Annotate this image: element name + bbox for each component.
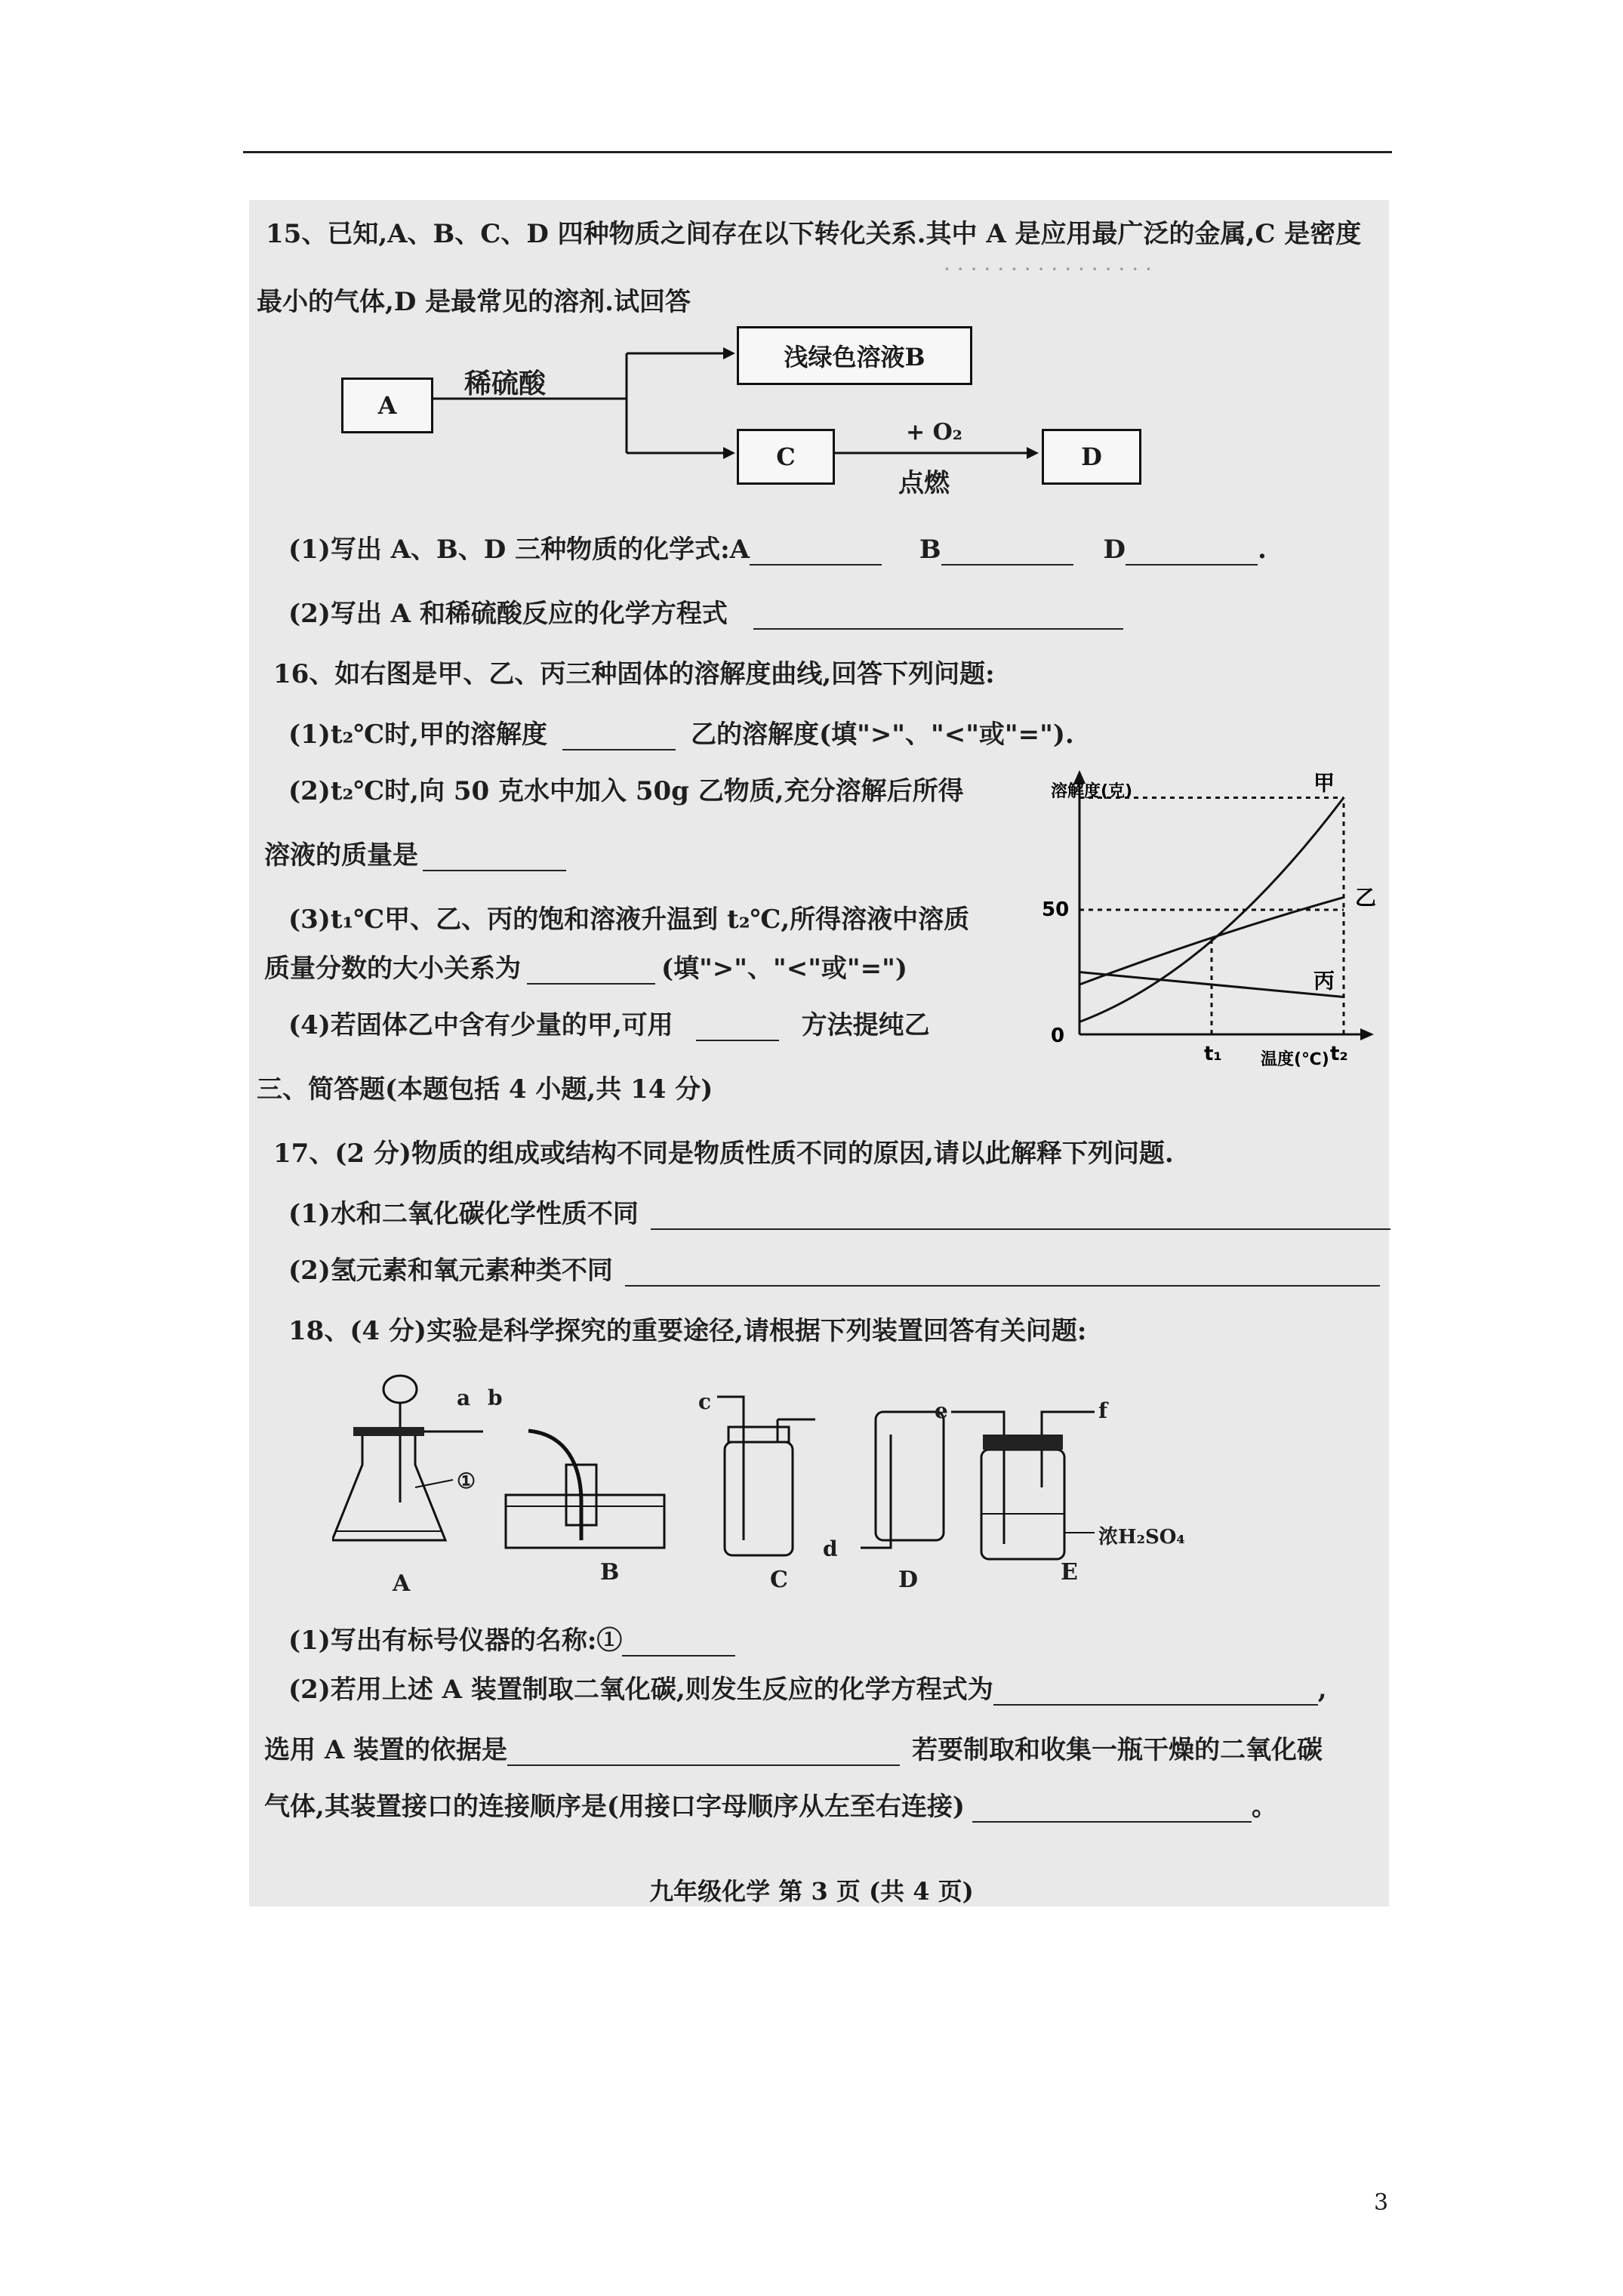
q17-part2 bbox=[288, 1250, 1380, 1287]
answer-blank-b[interactable] bbox=[941, 541, 1073, 566]
q16-part2-line1: (2)t₂℃时,向 50 克水中加入 50g 乙物质,充分溶解后所得 bbox=[288, 776, 964, 806]
q16-part1-b: 乙的溶解度(填">"、"<"或"="). bbox=[691, 720, 1074, 750]
arrow-label-ignite: 点燃 bbox=[898, 468, 950, 498]
q18-part2-e: 气体,其装置接口的连接顺序是(用接口字母顺序从左至右连接) bbox=[264, 1792, 965, 1822]
answer-blank-q16-3[interactable] bbox=[527, 960, 655, 985]
q18-part2-b: , bbox=[1317, 1675, 1327, 1705]
box-a: A bbox=[341, 378, 433, 433]
q15-part2 bbox=[288, 593, 1123, 630]
bleed-through-text: · · · · · · · · · · · · · · · · bbox=[944, 257, 1152, 282]
port-label-b: b bbox=[488, 1385, 503, 1410]
arrowhead-c bbox=[723, 447, 735, 459]
q16-part3-b: 质量分数的大小关系为 bbox=[264, 954, 521, 984]
apparatus-c bbox=[717, 1397, 815, 1555]
q18-part2-line1 bbox=[288, 1669, 1327, 1706]
circle-one-label: ① bbox=[457, 1469, 476, 1493]
q15-part1 bbox=[288, 529, 1267, 566]
q16-part4-b: 方法提纯乙 bbox=[801, 1010, 930, 1040]
q18-part2-c: 选用 A 装置的依据是 bbox=[264, 1735, 508, 1765]
q15-part1-d: D bbox=[1103, 535, 1126, 565]
q16-part4-a: (4)若固体乙中含有少量的甲,可用 bbox=[288, 1010, 673, 1040]
apparatus-label-e: E bbox=[1061, 1559, 1078, 1586]
apparatus-label-d: D bbox=[898, 1567, 919, 1593]
answer-blank-a[interactable] bbox=[750, 541, 882, 566]
arrow-label-dilute-sulfuric-acid: 稀硫酸 bbox=[464, 368, 547, 399]
answer-blank-q18-basis[interactable] bbox=[507, 1742, 900, 1766]
answer-blank-q17-2[interactable] bbox=[625, 1262, 1380, 1287]
answer-blank-equation[interactable] bbox=[753, 606, 1123, 630]
q18-part1 bbox=[288, 1620, 735, 1657]
q16-part3-line2 bbox=[264, 948, 907, 985]
apparatus-label-c: C bbox=[770, 1567, 788, 1593]
port-label-c: c bbox=[698, 1389, 712, 1414]
box-b: 浅绿色溶液B bbox=[737, 326, 972, 385]
answer-blank-q18-1[interactable] bbox=[622, 1632, 735, 1657]
x-axis-arrow bbox=[1360, 1028, 1374, 1040]
solubility-chart bbox=[1034, 763, 1389, 1080]
acid-label: 浓H₂SO₄ bbox=[1098, 1526, 1185, 1549]
apparatus-e bbox=[951, 1412, 1095, 1559]
port-label-f: f bbox=[1098, 1398, 1108, 1423]
q16-part3-line1: (3)t₁℃甲、乙、丙的饱和溶液升温到 t₂℃,所得溶液中溶质 bbox=[288, 905, 970, 935]
q15-part1-end: . bbox=[1257, 535, 1267, 565]
apparatus-label-b: B bbox=[600, 1559, 620, 1586]
q15-stem-line2: 最小的气体,D 是最常见的溶剂.试回答 bbox=[257, 287, 691, 317]
port-label-a: a bbox=[457, 1385, 471, 1410]
q15-part2-text: (2)写出 A 和稀硫酸反应的化学方程式 bbox=[288, 599, 728, 629]
q16-part3-c: (填">"、"<"或"=") bbox=[661, 954, 907, 984]
y-tick-0: 0 bbox=[1051, 1025, 1065, 1047]
answer-blank-q17-1[interactable] bbox=[651, 1206, 1390, 1230]
chart-marks bbox=[1042, 771, 1376, 1066]
q15-stem-line1: 15、已知,A、B、C、D 四种物质之间存在以下转化关系.其中 A 是应用最广泛的金属,C 是密度 bbox=[266, 219, 1362, 249]
q18-part1-text: (1)写出有标号仪器的名称:① bbox=[288, 1626, 623, 1656]
port-label-d: d bbox=[823, 1536, 838, 1561]
q16-stem: 16、如右图是甲、乙、丙三种固体的溶解度曲线,回答下列问题: bbox=[273, 659, 995, 689]
series-label-1: 甲 bbox=[1313, 770, 1335, 796]
q18-part2-a: (2)若用上述 A 装置制取二氧化碳,则发生反应的化学方程式为 bbox=[288, 1675, 993, 1705]
apparatus-d bbox=[861, 1412, 944, 1548]
x-tick-t1: t₁ bbox=[1204, 1043, 1222, 1065]
x-tick-t2: t₂ bbox=[1330, 1043, 1348, 1065]
q15-part1-prefix: (1)写出 A、B、D 三种物质的化学式:A bbox=[288, 535, 750, 565]
q16-part4 bbox=[288, 1004, 930, 1041]
q18-part2-line3 bbox=[264, 1786, 1277, 1823]
q18-part2-f: 。 bbox=[1252, 1792, 1278, 1822]
answer-blank-q16-4[interactable] bbox=[696, 1017, 779, 1041]
series-label-2: 乙 bbox=[1355, 885, 1377, 911]
q18-part2-d: 若要制取和收集一瓶干燥的二氧化碳 bbox=[912, 1735, 1323, 1765]
q16-part1 bbox=[288, 713, 1074, 750]
answer-blank-q18-order[interactable] bbox=[972, 1798, 1252, 1823]
arrowhead-d bbox=[1027, 447, 1039, 459]
q15-part1-b: B bbox=[919, 535, 941, 565]
port-label-e: e bbox=[935, 1398, 948, 1423]
q16-part2-b: 溶液的质量是 bbox=[264, 840, 418, 871]
q17-stem: 17、(2 分)物质的组成或结构不同是物质性质不同的原因,请以此解释下列问题. bbox=[273, 1139, 1174, 1169]
apparatus-label-a: A bbox=[393, 1570, 411, 1597]
page-number: 3 bbox=[1374, 2190, 1389, 2216]
q18-part2-line2 bbox=[264, 1729, 1323, 1766]
q17-part1-text: (1)水和二氧化碳化学性质不同 bbox=[288, 1199, 639, 1229]
answer-blank-q18-equation[interactable] bbox=[993, 1681, 1318, 1706]
x-axis-label: 温度(℃) bbox=[1261, 1050, 1329, 1069]
q17-part2-text: (2)氢元素和氧元素种类不同 bbox=[288, 1256, 613, 1286]
y-tick-50: 50 bbox=[1042, 898, 1070, 921]
y-axis-label-text: 溶解度(克) bbox=[1051, 782, 1133, 801]
apparatus-b bbox=[506, 1431, 664, 1548]
page-footer: 九年级化学 第 3 页 (共 4 页) bbox=[649, 1877, 974, 1906]
answer-blank-q16-1[interactable] bbox=[562, 726, 676, 750]
arrow-label-oxygen: + O₂ bbox=[906, 419, 962, 445]
answer-blank-q16-2[interactable] bbox=[423, 847, 566, 871]
q16-part2-line2 bbox=[264, 834, 566, 871]
series-label-3: 丙 bbox=[1313, 968, 1335, 994]
box-d: D bbox=[1042, 429, 1141, 485]
q16-part1-a: (1)t₂℃时,甲的溶解度 bbox=[288, 720, 548, 750]
q17-part1 bbox=[288, 1193, 1390, 1230]
section3-title: 三、简答题(本题包括 4 小题,共 14 分) bbox=[257, 1074, 713, 1105]
answer-blank-d[interactable] bbox=[1126, 541, 1258, 566]
header-rule bbox=[243, 151, 1392, 153]
arrowhead-b bbox=[723, 347, 735, 359]
box-c: C bbox=[737, 429, 835, 485]
q18-stem: 18、(4 分)实验是科学探究的重要途径,请根据下列装置回答有关问题: bbox=[288, 1316, 1087, 1346]
